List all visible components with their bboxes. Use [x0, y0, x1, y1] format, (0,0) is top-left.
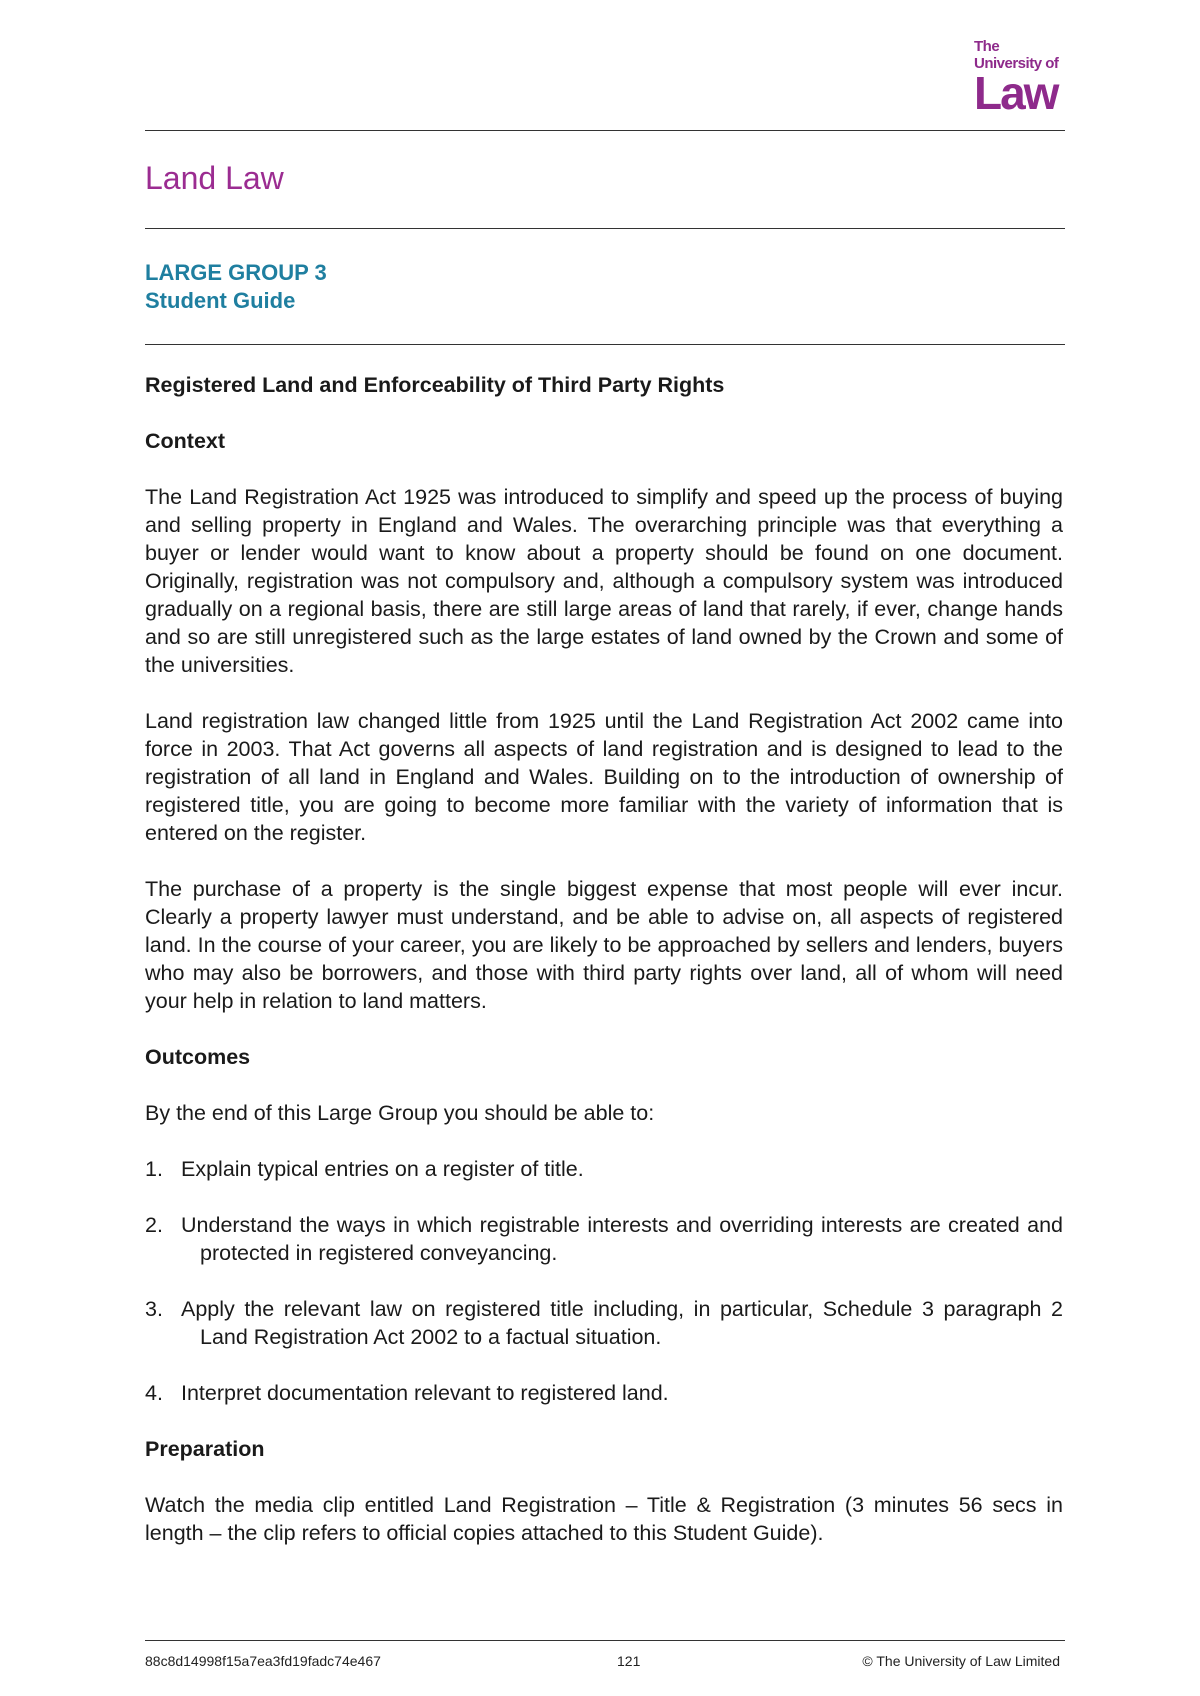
main-heading: Registered Land and Enforceability of Third Party Rights: [145, 373, 725, 397]
list-item-text: Understand the ways in which registrable interests and overriding interests are created and protected in registered conveyancing.: [181, 1213, 1063, 1265]
context-paragraph: Land registration law changed little from 1925 until the Land Registration Act 2002 came into force in 2003. That Act governs all aspects of land registration and is designed to lead to the registration of all land in England and Wales. Building on to the introduction of ownership of registered title, you are going to become more familiar with the variety of information that is entered on the register.: [145, 709, 1063, 845]
outcomes-intro: By the end of this Large Group you should be able to:: [145, 1101, 655, 1125]
list-item-text: Interpret documentation relevant to registered land.: [181, 1381, 669, 1405]
logo-line-law: Law: [974, 67, 1058, 119]
logo-line-university: University of: [974, 55, 1059, 72]
outcomes-list: [145, 1155, 1063, 1407]
list-item-number: 1.: [145, 1157, 163, 1181]
copyright-notice: © The University of Law Limited: [862, 1653, 1060, 1669]
preparation-heading: Preparation: [145, 1437, 265, 1461]
list-item: [145, 1211, 1063, 1267]
header-divider-middle: [145, 228, 1065, 229]
page-number: 121: [617, 1653, 641, 1669]
list-item-number: 3.: [145, 1297, 163, 1321]
preparation-text: Watch the media clip entitled Land Registration – Title & Registration (3 minutes 56 secs in length – the clip refers to official copies attached to this Student Guide).: [145, 1493, 1063, 1545]
list-item-number: 2.: [145, 1213, 163, 1237]
document-id: 88c8d14998f15a7ea3fd19fadc74e467: [145, 1653, 381, 1669]
list-item: [145, 1155, 1063, 1183]
document-body: [145, 371, 1063, 1575]
footer-divider: [145, 1640, 1065, 1641]
list-item-text: Explain typical entries on a register of title.: [181, 1157, 584, 1181]
large-group-label: LARGE GROUP 3: [145, 260, 327, 285]
context-heading: Context: [145, 429, 226, 453]
header-divider-top: [145, 130, 1065, 131]
student-guide-label: Student Guide: [145, 288, 296, 313]
university-logo: [974, 38, 1070, 119]
outcomes-heading: Outcomes: [145, 1045, 251, 1069]
list-item-number: 4.: [145, 1381, 163, 1405]
context-paragraph: The purchase of a property is the single biggest expense that most people will ever incur. Clearly a property lawyer must understand, and be able to advise on, all aspects of registered land. In the course of your career, you are likely to be approached by sellers and lenders, buyers who may also be borrowers, and those with third party rights over land, all of whom will need your help in relation to land matters.: [145, 877, 1063, 1013]
guide-subtitle: [145, 259, 327, 315]
header-divider-bottom: [145, 344, 1065, 345]
list-item-text: Apply the relevant law on registered title including, in particular, Schedule 3 paragraph 2 Land Registration Act 2002 to a factual situation.: [181, 1297, 1063, 1349]
page-title: Land Law: [145, 160, 284, 196]
list-item: [145, 1379, 1063, 1407]
list-item: [145, 1295, 1063, 1351]
context-paragraph: The Land Registration Act 1925 was introduced to simplify and speed up the process of buying and selling property in England and Wales. The overarching principle was that everything a buyer or lender would want to know about a property should be found on one document. Originally, registration was not compulsory and, although a compulsory system was introduced gradually on a regional basis, there are still large areas of land that rarely, if ever, change hands and so are still unregistered such as the large estates of land owned by the Crown and some of the universities.: [145, 485, 1063, 677]
logo-line-the: The: [974, 38, 1000, 55]
